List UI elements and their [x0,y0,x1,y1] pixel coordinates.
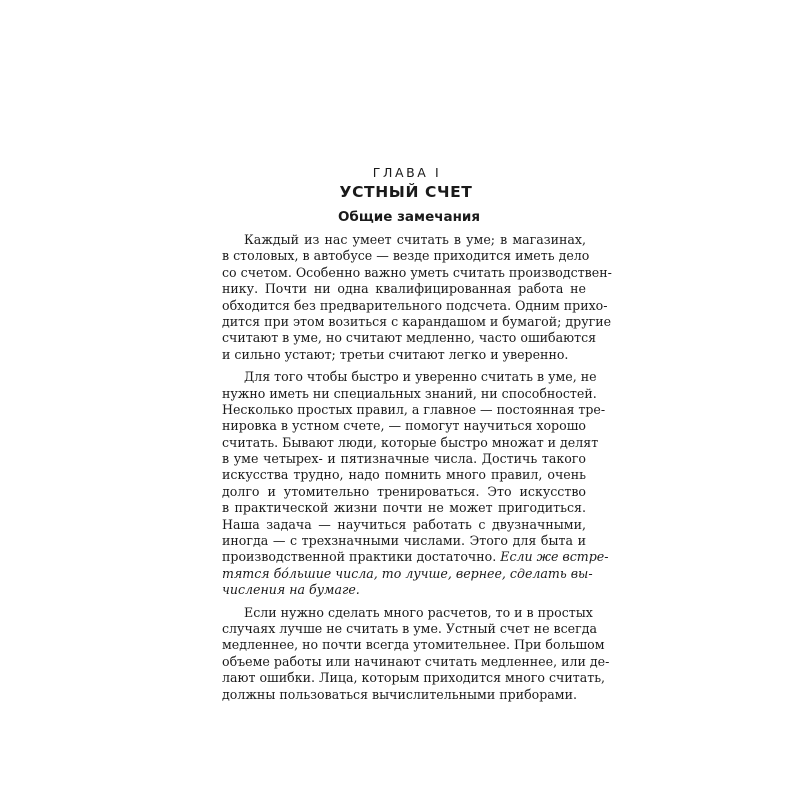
text-segment-plain: производственной практики достаточно. [222,549,501,565]
text-line: нировка в устном счете, — помогут научиться хорошо [222,418,586,434]
text-line: Для того чтобы быстро и уверенно считать в уме, не [244,369,597,385]
text-line: долго и утомительно тренироваться. Это искусство [222,483,586,499]
paragraph-1 [222,232,612,363]
text-line: должны пользоваться вычислительными приборами. [222,686,577,702]
text-line: объеме работы или начинают считать медленнее, или де- [222,653,610,669]
text-line: в практической жизни почти не может пригодиться. [222,500,586,516]
text-line-italic: тятся бо́льшие числа, то лучше, вернее, сделать вы- [222,565,593,581]
text-line-italic: числения на бумаге. [222,582,360,598]
text-segment-italic: Если же встре- [500,549,609,565]
paragraph-2 [222,369,609,598]
text-line: в уме четырех- и пятизначные числа. Достичь такого [222,451,586,467]
text-line: нику. Почти ни одна квалифицированная работа не [222,281,586,297]
text-line-mixed [222,549,609,565]
text-line: дится при этом возиться с карандашом и бумагой; другие [222,313,612,329]
text-line: Несколько простых правил, а главное — постоянная тре- [222,401,606,417]
text-line: искусства трудно, надо помнить много правил, очень [222,467,586,483]
text-line: нужно иметь ни специальных знаний, ни способностей. [222,385,597,401]
book-page [222,164,612,703]
text-line: Если нужно сделать много расчетов, то и в простых [244,604,593,620]
text-line: лают ошибки. Лица, которым приходится много считать, [222,670,606,686]
chapter-label: ГЛАВА I [372,165,442,180]
text-line: иногда — с трехзначными числами. Этого для быта и [222,533,586,549]
text-line: Каждый из нас умеет считать в уме; в магазинах, [244,232,586,247]
text-line: обходится без предварительного подсчета. Одним прихо- [222,297,608,313]
text-line: случаях лучше не считать в уме. Устный счет не всегда [222,620,597,636]
text-line: Наша задача — научиться работать с двузначными, [222,516,586,532]
text-line: считать. Бывают люди, которые быстро множат и делят [222,434,599,450]
text-line: медленнее, но почти всегда утомительнее. При большом [222,637,605,653]
text-line: со счетом. Особенно важно уметь считать производствен- [222,264,612,280]
text-line: и сильно устают; третьи считают легко и уверенно. [222,346,569,362]
text-line: в столовых, в автобусе — везде приходится иметь дело [222,248,590,264]
text-line: считают в уме, но считают медленно, часто ошибаются [222,330,597,346]
section-title: Общие замечания [337,209,481,225]
paragraph-3 [222,604,610,703]
chapter-title: УСТНЫЙ СЧЕТ [339,183,473,201]
